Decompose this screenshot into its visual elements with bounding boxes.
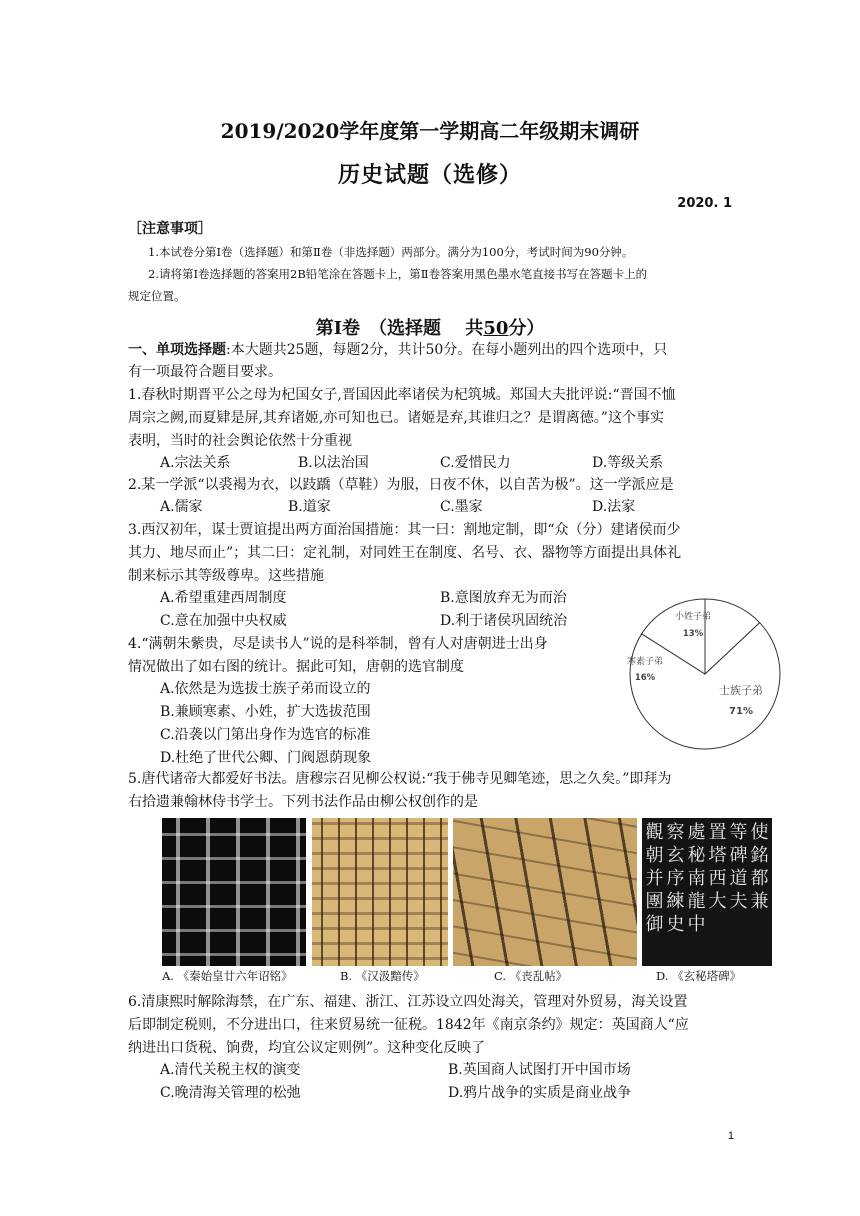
q2-option-b: B.道家 — [288, 499, 331, 515]
q1-line-2: 周宗之阙,而夏肄是屏,其弃诸姬,亦可知也已。诸姬是弃,其谁归之？是谓离德。”这个事实 — [128, 410, 664, 426]
section-title-post: 分） — [508, 318, 545, 339]
pie-chart — [622, 596, 788, 752]
q2-option-c: C.墨家 — [440, 499, 483, 515]
caption-d: D. 《玄秘塔碑》 — [656, 969, 742, 983]
q4-option-d: D.杜绝了世代公卿、门阀恩荫现象 — [160, 750, 372, 766]
pie-value-label-1: 71% — [729, 706, 753, 717]
calligraphy-char: 秘 — [687, 845, 706, 866]
q4-line-2: 情况做出了如右图的统计。据此可知，唐朝的选官制度 — [128, 659, 464, 675]
calligraphy-char: 觀 — [645, 822, 664, 843]
calligraphy-char: 塔 — [708, 845, 727, 866]
calligraphy-char: 察 — [666, 822, 685, 843]
calligraphy-char: 龍 — [687, 891, 706, 912]
q1-line-3: 表明，当时的社会舆论依然十分重视 — [128, 433, 352, 449]
q6-option-b: B.英国商人试图打开中国市场 — [448, 1062, 631, 1078]
section-title — [0, 314, 860, 340]
section-title-pre: 第Ⅰ卷 （选择题 共 — [315, 318, 484, 339]
q5-line-2: 右拾遗兼翰林侍书学士。下列书法作品由柳公权创作的是 — [128, 794, 478, 810]
q4-option-b: B.兼顾寒素、小姓，扩大选拔范围 — [160, 704, 371, 720]
calligraphy-char: 道 — [729, 868, 748, 889]
q1-line-1: 1.春秋时期晋平公之母为杞国女子,晋国因此率诸侯为杞筑城。郑国大夫批评说:“晋国不恤 — [128, 387, 676, 403]
section-instructions — [128, 338, 667, 362]
calligraphy-image-c — [453, 818, 637, 966]
calligraphy-char: 大 — [708, 891, 727, 912]
q3-line-3: 制来标示其等级尊卑。这些措施 — [128, 568, 324, 584]
calligraphy-char: 并 — [645, 868, 664, 889]
exam-title: 2019/2020学年度第一学期高二年级期末调研 — [220, 119, 640, 143]
q1-option-c: C.爱惜民力 — [440, 455, 511, 471]
exam-subtitle: 历史试题（选修） — [337, 162, 522, 188]
q6-line-3: 纳进出口货税、饷费，均宜公议定则例”。这种变化反映了 — [128, 1040, 486, 1056]
calligraphy-char: 中 — [687, 914, 706, 935]
calligraphy-char: 西 — [708, 868, 727, 889]
calligraphy-char: 夫 — [729, 891, 748, 912]
notes-heading: ［注意事项］ — [128, 221, 212, 237]
calligraphy-char: 序 — [666, 868, 685, 889]
pie-value-label-2: 16% — [634, 673, 656, 683]
pie-value-label-3: 13% — [682, 629, 704, 639]
q2-option-d: D.法家 — [592, 499, 636, 515]
q6-line-2: 后即制定税则，不分进出口，往来贸易统一征税。1842年《南京条约》规定：英国商人“应 — [128, 1017, 689, 1033]
calligraphy-char: 都 — [750, 868, 769, 889]
q3-line-1: 3.西汉初年，谋士贾谊提出两方面治国措施：其一曰：割地定制，即“众（分）建诸侯而少 — [128, 522, 681, 538]
calligraphy-char: 兼 — [750, 891, 769, 912]
caption-c: C. 《丧乱帖》 — [494, 969, 568, 983]
pie-label-2: 寒素子弟 — [626, 657, 664, 667]
q3-option-b: B.意图放弃无为而治 — [440, 590, 567, 606]
q3-option-c: C.意在加强中央权威 — [160, 613, 287, 629]
page-number: 1 — [727, 1130, 734, 1142]
q1-option-a: A.宗法关系 — [160, 455, 231, 471]
q4-option-c: C.沿袭以门第出身作为选官的标准 — [160, 727, 371, 743]
calligraphy-d-characters — [642, 818, 772, 939]
q6-option-d: D.鸦片战争的实质是商业战争 — [448, 1085, 632, 1101]
calligraphy-char: 南 — [687, 868, 706, 889]
exam-date: 2020. 1 — [677, 196, 732, 211]
pie-label-1: 士族子弟 — [719, 684, 763, 697]
q6-option-a: A.清代关税主权的演变 — [160, 1062, 301, 1078]
notes-line-1: 1.本试卷分第Ⅰ卷（选择题）和第Ⅱ卷（非选择题）两部分。满分为100分，考试时间为90分钟。 — [148, 245, 634, 259]
q6-option-c: C.晚清海关管理的松弛 — [160, 1085, 301, 1101]
q2-option-a: A.儒家 — [160, 499, 203, 515]
q1-option-d: D.等级关系 — [592, 455, 664, 471]
calligraphy-char: 朝 — [645, 845, 664, 866]
q4-line-1: 4.“满朝朱紫贵，尽是读书人”说的是科举制，曾有人对唐朝进士出身 — [128, 636, 548, 652]
q1-option-b: B.以法治国 — [298, 455, 369, 471]
pie-label-3: 小姓子弟 — [674, 612, 712, 622]
calligraphy-char: 置 — [708, 822, 727, 843]
caption-b: B. 《汉汲黯传》 — [340, 969, 425, 983]
section-instructions-text: :本大题共25题，每题2分，共计50分。在每小题列出的四个选项中，只 — [226, 342, 668, 358]
calligraphy-image-a — [162, 818, 306, 966]
q6-line-1: 6.清康熙时解除海禁，在广东、福建、浙江、江苏设立四处海关，管理对外贸易，海关设置 — [128, 994, 688, 1010]
q5-line-1: 5.唐代诸帝大都爱好书法。唐穆宗召见柳公权说:“我于佛寺见卿笔迹，思之久矣。”即拜为 — [128, 771, 672, 787]
notes-line-2a: 2.请将第Ⅰ卷选择题的答案用2B铅笔涂在答题卡上，第Ⅱ卷答案用黑色墨水笔直接书写在答题卡上的 — [148, 267, 648, 281]
calligraphy-char: 碑 — [729, 845, 748, 866]
q4-option-a: A.依然是为选拔士族子弟而设立的 — [160, 681, 371, 697]
q2-line-1: 2.某一学派“以裘褐为衣，以跂蹻（草鞋）为服，日夜不休，以自苦为极”。这一学派应是 — [128, 477, 674, 493]
calligraphy-char: 御 — [645, 914, 664, 935]
calligraphy-char: 史 — [666, 914, 685, 935]
q3-option-d: D.利于诸侯巩固统治 — [440, 613, 568, 629]
caption-a: A. 《秦始皇廿六年诏铭》 — [162, 969, 293, 983]
calligraphy-char: 玄 — [666, 845, 685, 866]
calligraphy-char: 練 — [666, 891, 685, 912]
section-title-num: 50 — [483, 318, 509, 339]
section-instructions-line2: 有一项最符合题目要求。 — [128, 364, 282, 380]
calligraphy-image-d — [642, 818, 772, 966]
calligraphy-char: 使 — [750, 822, 769, 843]
q3-option-a: A.希望重建西周制度 — [160, 590, 287, 606]
section-instructions-bold: 一、单项选择题 — [128, 342, 226, 358]
calligraphy-char: 銘 — [750, 845, 769, 866]
calligraphy-image-b — [312, 818, 448, 966]
calligraphy-char: 等 — [729, 822, 748, 843]
notes-line-2b: 规定位置。 — [128, 289, 186, 303]
calligraphy-char: 處 — [687, 822, 706, 843]
q3-line-2: 其力、地尽而止”；其二曰：定礼制，对同姓王在制度、名号、衣、器物等方面提出具体礼 — [128, 545, 682, 561]
calligraphy-char: 團 — [645, 891, 664, 912]
